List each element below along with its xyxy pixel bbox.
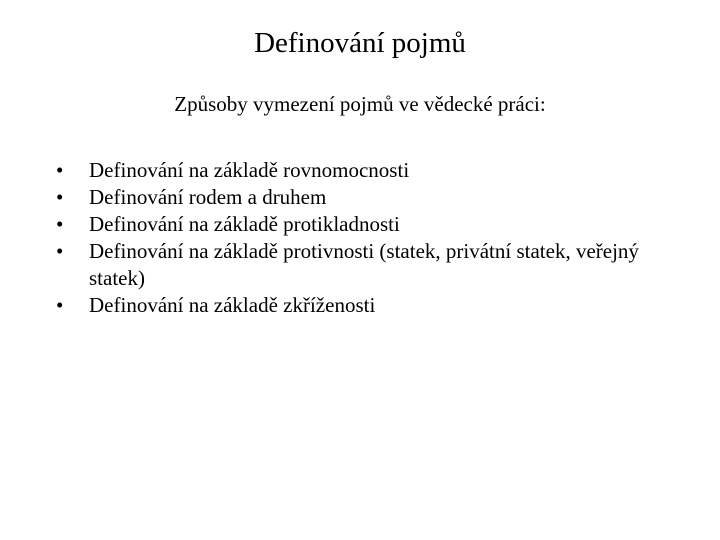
bullet-icon: •	[56, 212, 64, 236]
bullet-item	[56, 238, 656, 292]
slide-title: Definování pojmů	[254, 27, 466, 59]
bullet-icon: •	[56, 239, 64, 263]
bullet-item	[56, 292, 656, 319]
bullet-text: Definování rodem a druhem	[89, 185, 327, 209]
bullet-text: Definování na základě rovnomocnosti	[89, 158, 410, 182]
bullet-item	[56, 184, 656, 211]
bullet-text: Definování na základě protikladnosti	[89, 212, 400, 236]
bullet-item	[56, 157, 656, 184]
slide-subtitle: Způsoby vymezení pojmů ve vědecké práci:	[174, 92, 546, 116]
bullet-icon: •	[56, 158, 64, 182]
bullet-icon: •	[56, 293, 64, 317]
bullet-icon: •	[56, 185, 64, 209]
bullet-list	[56, 157, 656, 319]
bullet-text: Definování na základě zkříženosti	[89, 293, 376, 317]
bullet-text: Definování na základě protivnosti (statek, privátní statek, veřejný statek)	[89, 239, 639, 290]
bullet-item	[56, 211, 656, 238]
